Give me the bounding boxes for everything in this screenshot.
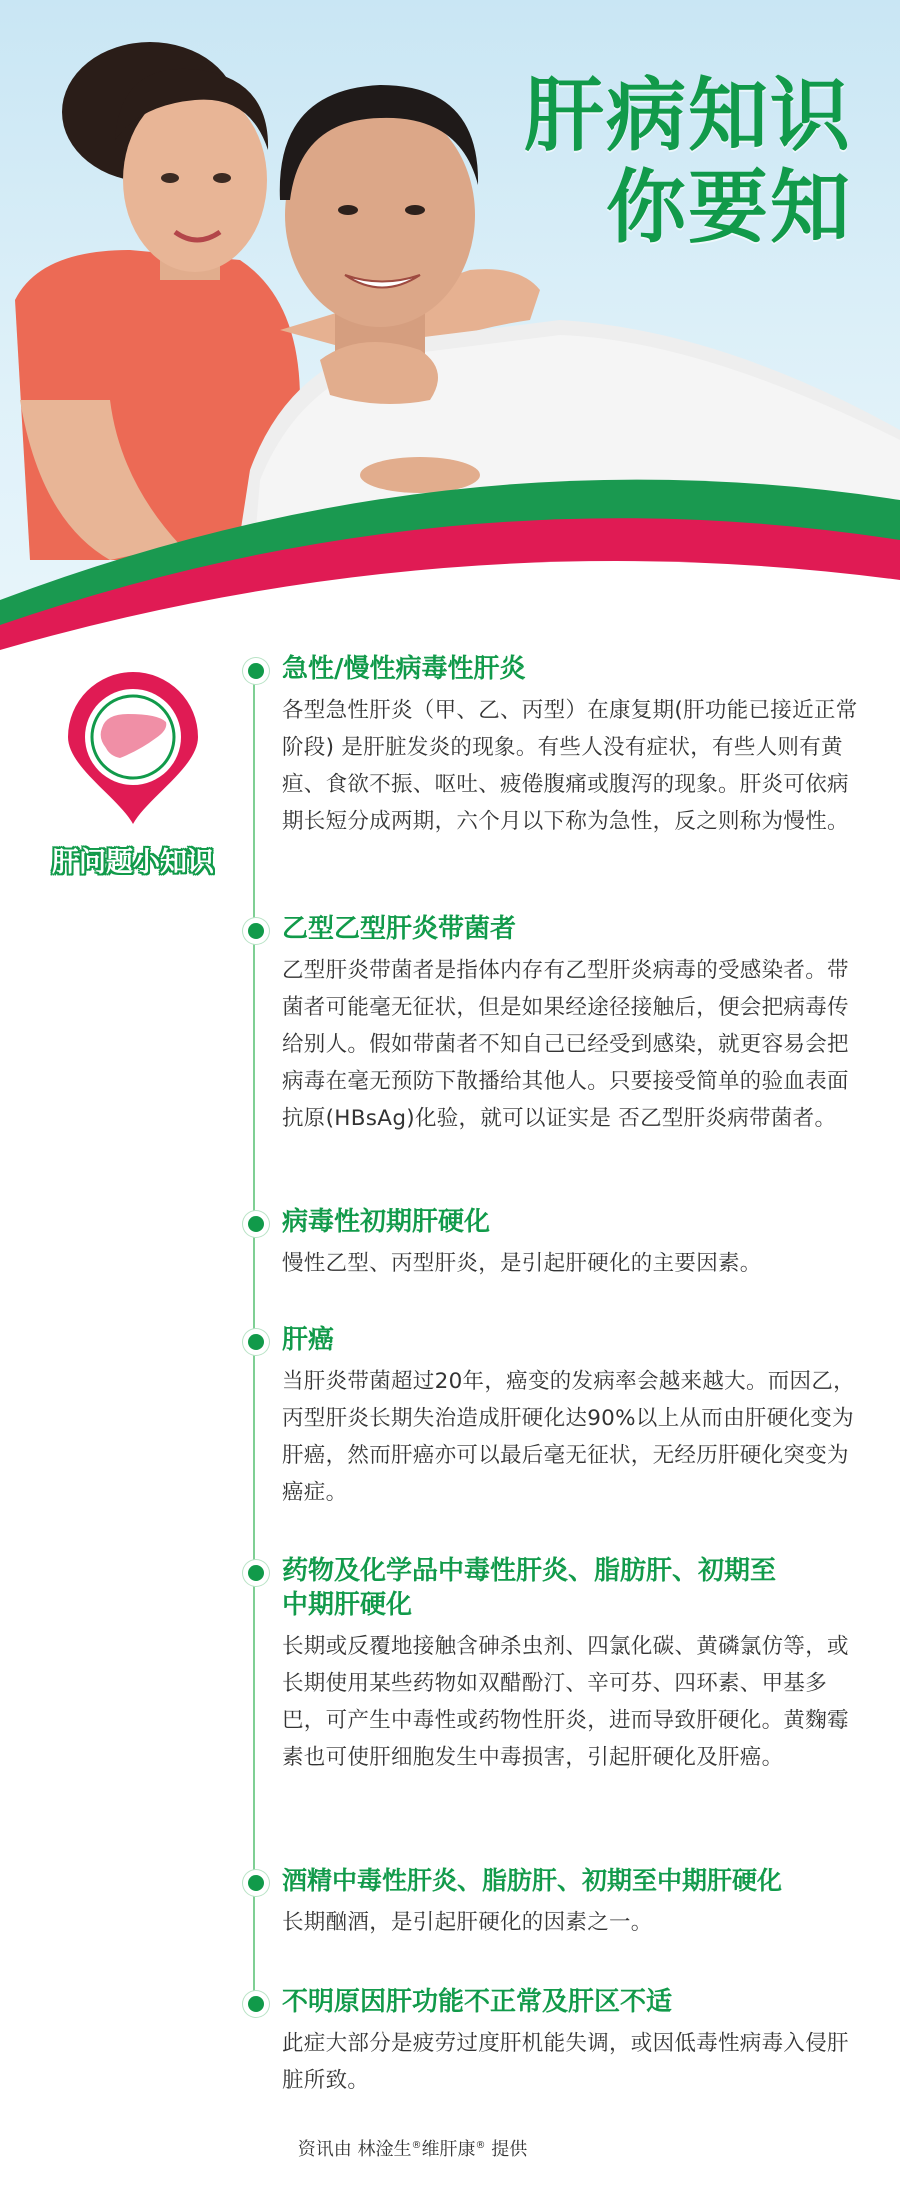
title-line-1: 肝病知识 — [524, 69, 852, 162]
timeline-dot — [243, 1211, 269, 1237]
section-body: 慢性乙型、丙型肝炎，是引起肝硬化的主要因素。 — [282, 1251, 762, 1276]
timeline-dot — [243, 1870, 269, 1896]
timeline-dot — [243, 658, 269, 684]
footer-prefix: 资讯由 林淦生 — [297, 2139, 412, 2160]
section-title: 病毒性初期肝硬化 — [282, 1207, 491, 1237]
registered-mark: ® — [475, 2140, 486, 2151]
section-body: 各型急性肝炎（甲、乙、丙型）在康复期(肝功能已接近正常阶段) 是肝脏发炎的现象。有些人没有症状，有些人则有黄疸、食欲不振、呕吐、疲倦腹痛或腹泻的现象。肝炎可依病期长短分成两期，六个月以下称为急性，反之则称为慢性。 — [282, 698, 858, 834]
section-body: 长期酗酒，是引起肝硬化的因素之一。 — [282, 1910, 653, 1935]
footer-credit — [0, 2135, 825, 2161]
timeline-dot — [243, 1329, 269, 1355]
section-body: 乙型肝炎带菌者是指体内存有乙型肝炎病毒的受感染者。带菌者可能毫无征状，但是如果经途径接触后，便会把病毒传给别人。假如带菌者不知自己已经受到感染，就更容易会把病毒在毫无预防下散播给其他人。只要接受简单的验血表面抗原(HBsAg)化验，就可以证实是 否乙型肝炎病带菌者。 — [282, 958, 849, 1131]
section-acute-chronic-hepatitis — [240, 652, 865, 840]
section-hbv-carrier — [240, 912, 865, 1137]
section-title: 乙型乙型肝炎带菌者 — [282, 914, 517, 944]
section-body: 此症大部分是疲劳过度肝机能失调，或因低毒性病毒入侵肝脏所致。 — [282, 2031, 849, 2093]
section-body: 长期或反覆地接触含砷杀虫剂、四氯化碳、黄磷氯仿等，或长期使用某些药物如双醋酚汀、辛可芬、四环素、甲基多巴，可产生中毒性或药物性肝炎，进而导致肝硬化。黄麴霉素也可使肝细胞发生中毒损害，引起肝硬化及肝癌。 — [282, 1634, 849, 1770]
page-title — [524, 70, 852, 254]
footer-suffix: 提供 — [485, 2139, 528, 2160]
footer-brand: 维肝康 — [421, 2139, 476, 2160]
section-alcoholic-hepatitis — [240, 1864, 865, 1941]
liver-tips-badge — [38, 672, 228, 879]
timeline-dot — [243, 918, 269, 944]
section-title: 不明原因肝功能不正常及肝区不适 — [282, 1987, 673, 2017]
title-line-2: 你要知 — [606, 161, 852, 254]
section-body: 当肝炎带菌超过20年，癌变的发病率会越来越大。而因乙，丙型肝炎长期失治造成肝硬化达90%以上从而由肝硬化变为肝癌，然而肝癌亦可以最后毫无征状，无经历肝硬化突变为癌症。 — [282, 1369, 855, 1505]
section-liver-cancer — [240, 1323, 865, 1511]
registered-mark: ® — [411, 2140, 422, 2151]
section-viral-cirrhosis — [240, 1205, 865, 1282]
section-title: 肝癌 — [282, 1325, 335, 1355]
liver-location-pin-icon — [58, 672, 208, 832]
section-unexplained-liver-dysfunction — [240, 1985, 865, 2099]
timeline-dot — [243, 1560, 269, 1586]
timeline-dot — [243, 1991, 269, 2017]
hero-banner — [0, 0, 900, 650]
section-title: 药物及化学品中毒性肝炎、脂肪肝、初期至中期肝硬化 — [282, 1556, 777, 1620]
section-drug-chemical-hepatitis — [240, 1554, 865, 1776]
section-title: 急性/慢性病毒性肝炎 — [282, 654, 526, 684]
badge-label: 肝问题小知识 — [52, 847, 214, 878]
section-title: 酒精中毒性肝炎、脂肪肝、初期至中期肝硬化 — [282, 1866, 783, 1895]
